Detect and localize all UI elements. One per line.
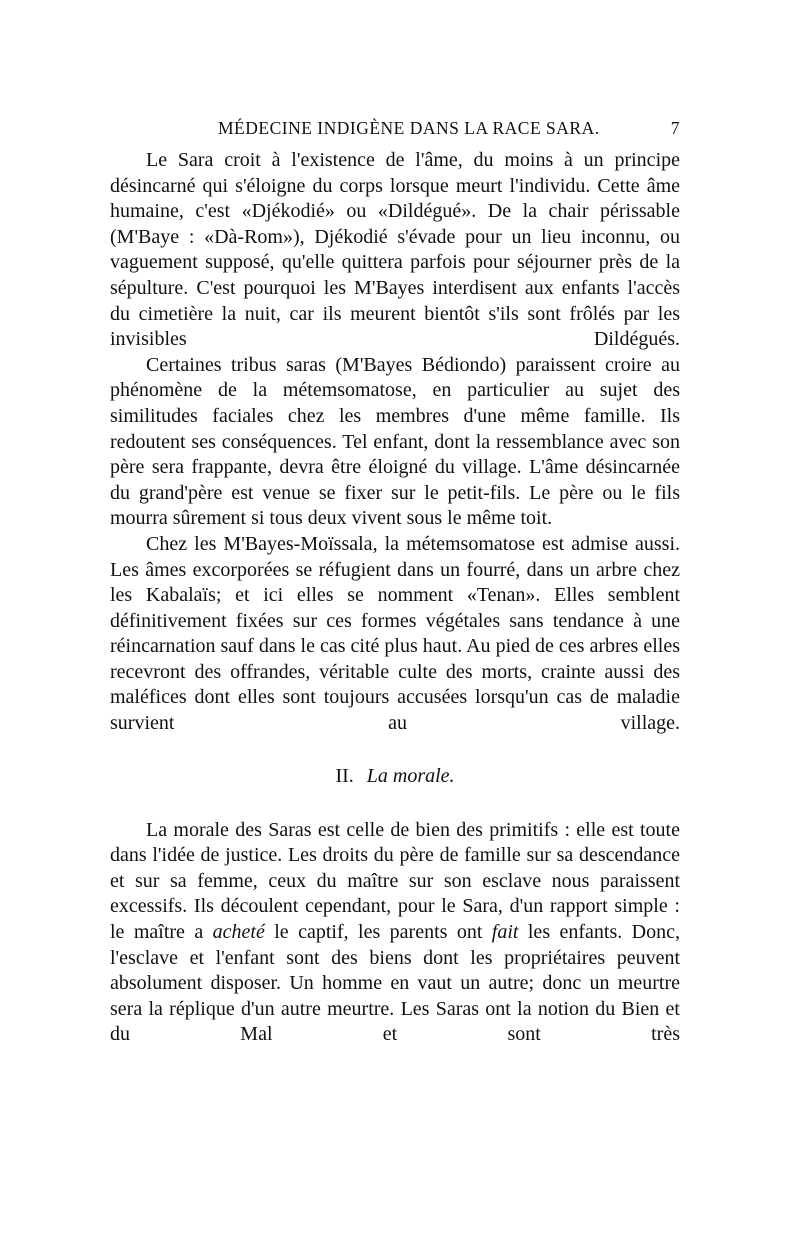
paragraph-metemsomatosis-bediondo: Certaines tribus saras (M'Bayes Bédiondo) paraissent croire au phénomène de la métemsomatose, en particulier au sujet des similitudes faciales chez les membres d'une même famille. Ils redoutent ses conséquences. Tel enfant, dont la ressemblance avec son père sera frappante, devra être éloigné du village. L'âme désincarnée du grand'père est venue se fixer sur le petit-fils. Le père ou le fils mourra sûrement si tous deux vivent sous le même toit. (110, 353, 680, 530)
morality-text-1: La morale des Saras est celle de bien des primitifs : elle est toute dans l'idée de justice. Les droits du père de famille sur sa descendance et sur sa femme, ceux du maître sur son esclave nous paraissent excessifs. Ils découlent cependant, pour le Sara, d'un rapport simple : le maître a (110, 818, 680, 944)
page-number: 7 (670, 118, 680, 138)
section-heading (110, 765, 680, 788)
morality-text-3: les enfants. Donc, l'esclave et l'enfant sont des biens dont les propriétaires peuvent absolument disposer. Un homme en vaut un autre; donc un meurtre sera la réplique d'un autre meurtre. Les Saras ont la notion du Bien et du Mal et sont très (110, 921, 680, 1046)
morality-text-2: le captif, les parents ont (264, 921, 492, 944)
running-head (110, 112, 680, 142)
paragraph-metemsomatosis-moissala: Chez les M'Bayes-Moïssala, la métemsomatose est admise aussi. Les âmes excorporées se réfugient dans un fourré, dans un arbre chez les Kabalaïs; et ici elles se nomment «Tenan». Elles semblent définitivement fixées sur ces formes végétales sans tendance à une réincarnation sauf dans le cas cité plus haut. Au pied de ces arbres elles recevront des offrandes, véritable culte des morts, crainte aussi des maléfices dont elles sont toujours accusées lorsqu'un cas de maladie survient au village. (110, 532, 680, 735)
section-title: La morale. (366, 764, 455, 787)
paragraph-morality (110, 818, 680, 1048)
running-head-title: MÉDECINE INDIGÈNE DANS LA RACE SARA. (218, 118, 600, 138)
morality-emphasis-fait: fait (491, 921, 519, 944)
section-number: II. (335, 764, 354, 787)
paragraph-soul-belief: Le Sara croit à l'existence de l'âme, du moins à un principe désincarné qui s'éloigne du corps lorsque meurt l'individu. Cette âme humaine, c'est «Djékodié» ou «Dildégué». De la chair périssable (M'Baye : «Dà-Rom»), Djékodié s'évade pour un lieu inconnu, ou vaguement supposé, qu'elle quittera parfois pour séjourner près de la sépulture. C'est pourquoi les M'Bayes interdisent aux enfants l'accès du cimetière la nuit, car ils meurent bientôt s'ils sont frôlés par les invisibles Dildégués. (110, 149, 680, 351)
book-page (110, 112, 680, 1192)
morality-emphasis-achete: acheté (212, 921, 265, 944)
